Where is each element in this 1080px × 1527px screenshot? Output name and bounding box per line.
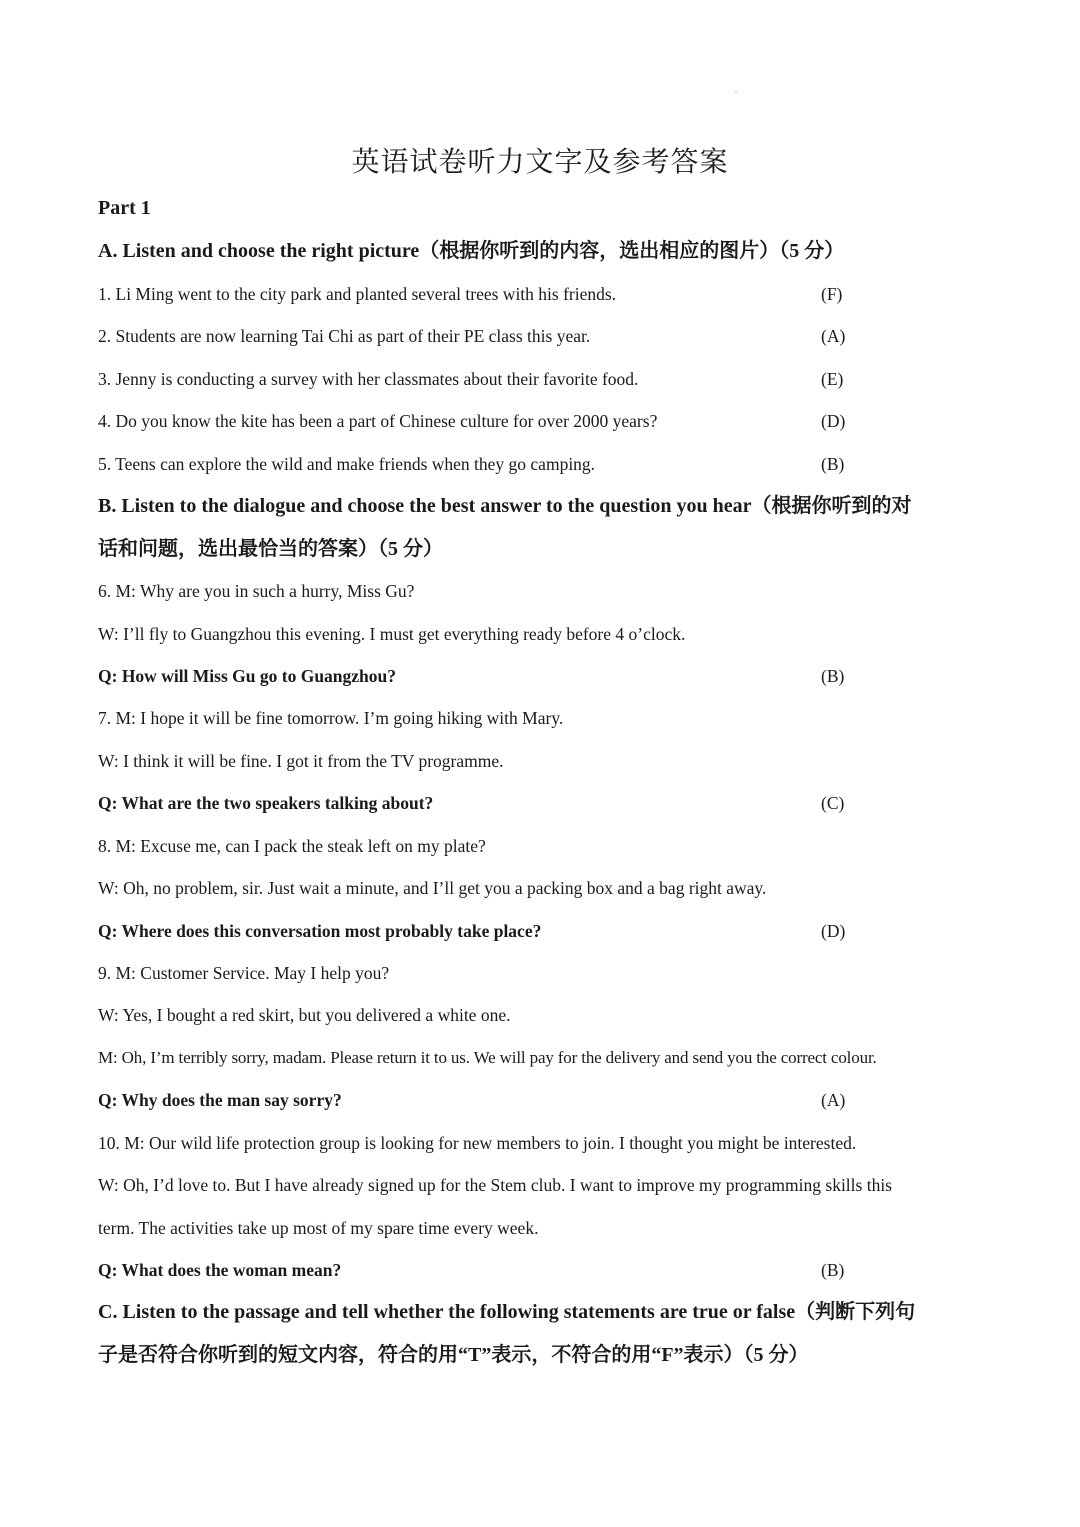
item-1-answer: (F) bbox=[821, 284, 843, 304]
dialogue-8-m: 8. M: Excuse me, can I pack the steak left on my plate? bbox=[98, 836, 486, 856]
item-3-text: 3. Jenny is conducting a survey with her classmates about their favorite food. bbox=[98, 369, 639, 389]
dialogue-8-w: W: Oh, no problem, sir. Just wait a minute, and I’ll get you a packing box and a bag right away. bbox=[98, 878, 767, 898]
part-heading: Part 1 bbox=[98, 197, 151, 219]
dialogue-6-m: 6. M: Why are you in such a hurry, Miss Gu? bbox=[98, 581, 415, 601]
item-4-text: 4. Do you know the kite has been a part of Chinese culture for over 2000 years? bbox=[98, 411, 658, 431]
dialogue-7-w: W: I think it will be fine. I got it from the TV programme. bbox=[98, 751, 504, 771]
dialogue-7-m: 7. M: I hope it will be fine tomorrow. I’m going hiking with Mary. bbox=[98, 708, 564, 728]
dialogue-10-w-line2: term. The activities take up most of my spare time every week. bbox=[98, 1218, 539, 1238]
item-1-text: 1. Li Ming went to the city park and planted several trees with his friends. bbox=[98, 284, 617, 304]
question-9: Q: Why does the man say sorry? bbox=[98, 1090, 342, 1110]
dialogue-9-m2: M: Oh, I’m terribly sorry, madam. Please return it to us. We will pay for the delivery and send you the correct colour. bbox=[98, 1048, 877, 1067]
section-c-heading-line2: 子是否符合你听到的短文内容，符合的用“T”表示，不符合的用“F”表示）（5 分） bbox=[98, 1344, 809, 1366]
answer-8: (D) bbox=[821, 921, 846, 941]
section-b-heading-line1: B. Listen to the dialogue and choose the best answer to the question you hear（根据你听到的对 bbox=[98, 495, 912, 517]
item-2-answer: (A) bbox=[821, 326, 846, 346]
question-8: Q: Where does this conversation most probably take place? bbox=[98, 921, 542, 941]
item-5-answer: (B) bbox=[821, 454, 845, 474]
item-4-answer: (D) bbox=[821, 411, 846, 431]
item-3-answer: (E) bbox=[821, 369, 844, 389]
question-10: Q: What does the woman mean? bbox=[98, 1260, 342, 1280]
page-title: 英语试卷听力文字及参考答案 bbox=[351, 147, 729, 178]
item-2-text: 2. Students are now learning Tai Chi as part of their PE class this year. bbox=[98, 326, 591, 346]
dialogue-10-m: 10. M: Our wild life protection group is looking for new members to join. I thought you might be interested. bbox=[98, 1133, 857, 1153]
question-7: Q: What are the two speakers talking about? bbox=[98, 793, 434, 813]
dialogue-10-w-line1: W: Oh, I’d love to. But I have already signed up for the Stem club. I want to improve my programming skills this bbox=[98, 1175, 892, 1195]
item-5-text: 5. Teens can explore the wild and make friends when they go camping. bbox=[98, 454, 596, 474]
dialogue-6-w: W: I’ll fly to Guangzhou this evening. I must get everything ready before 4 o’clock. bbox=[98, 624, 686, 644]
answer-6: (B) bbox=[821, 666, 845, 686]
question-6: Q: How will Miss Gu go to Guangzhou? bbox=[98, 666, 397, 686]
answer-10: (B) bbox=[821, 1260, 845, 1280]
answer-9: (A) bbox=[821, 1090, 846, 1110]
answer-7: (C) bbox=[821, 793, 845, 813]
scan-speck bbox=[735, 92, 737, 93]
dialogue-9-m: 9. M: Customer Service. May I help you? bbox=[98, 963, 390, 983]
section-c-heading-line1: C. Listen to the passage and tell whether the following statements are true or false（判断下列句 bbox=[98, 1301, 916, 1323]
section-b-heading-line2: 话和问题，选出最恰当的答案）（5 分） bbox=[98, 538, 443, 560]
dialogue-9-w: W: Yes, I bought a red skirt, but you delivered a white one. bbox=[98, 1005, 511, 1025]
section-a-heading: A. Listen and choose the right picture（根据你听到的内容，选出相应的图片）（5 分） bbox=[98, 240, 845, 262]
